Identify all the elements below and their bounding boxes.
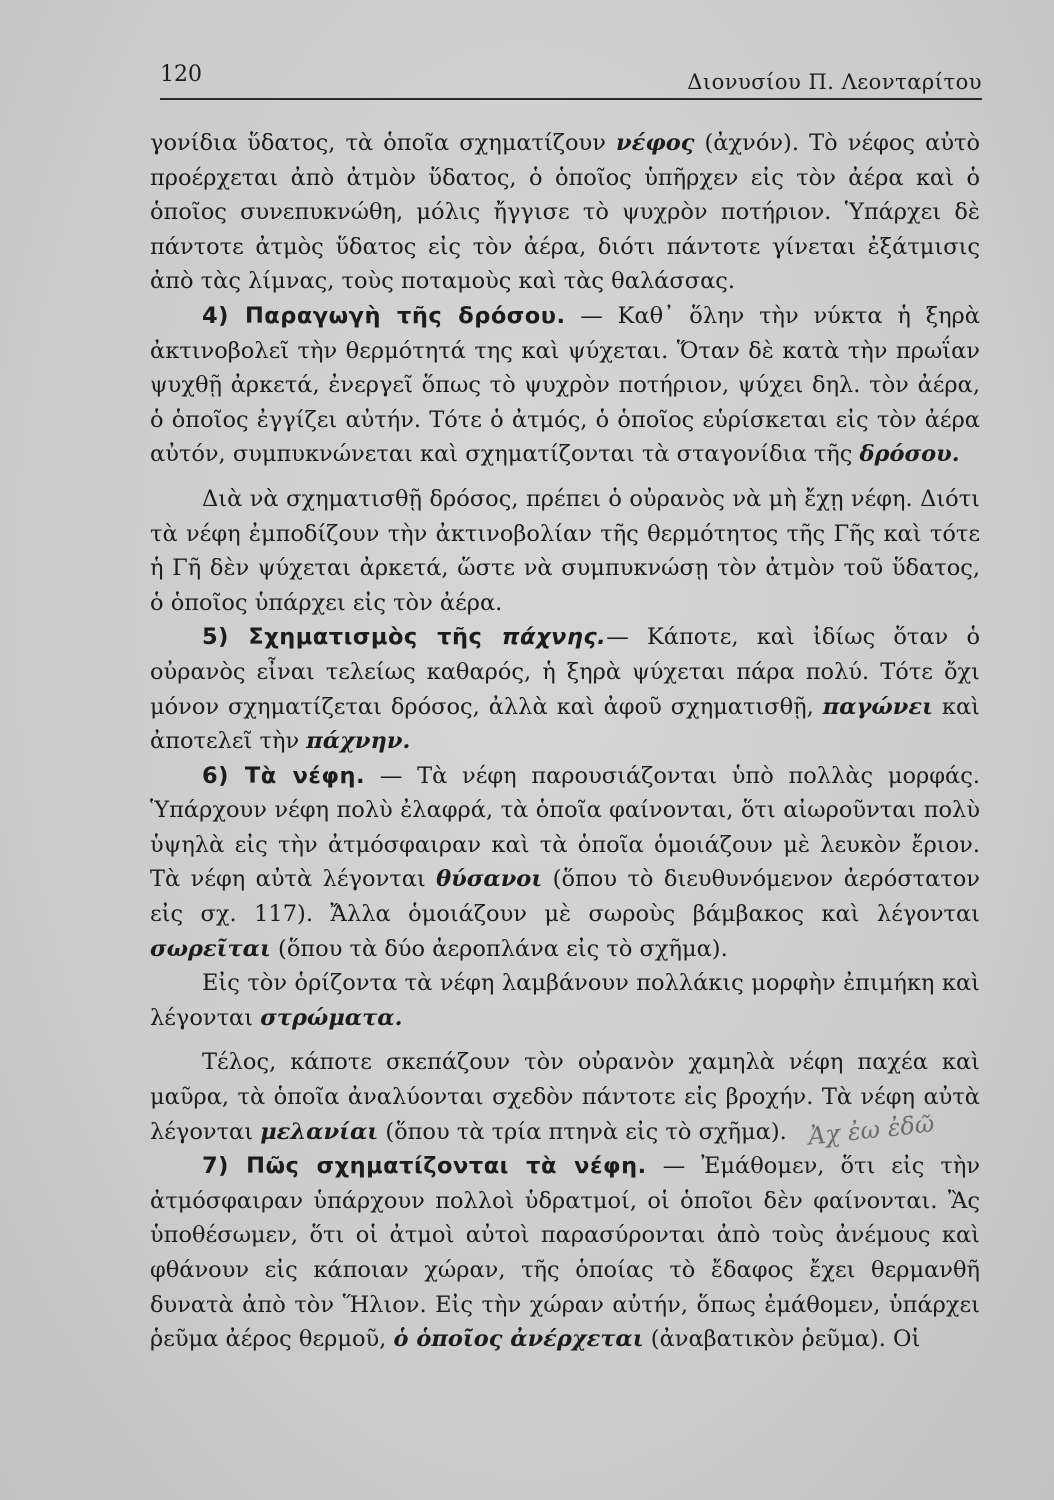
term-soreitai: σωρεῖται bbox=[150, 935, 271, 962]
term-pachnin: πάχνην. bbox=[306, 728, 411, 755]
term-pagonei: παγώνει bbox=[822, 693, 933, 720]
term-nefos: νέφος bbox=[616, 130, 695, 156]
section-heading-7: 7) Πῶς σχηματίζονται τὰ νέφη. bbox=[202, 1153, 647, 1180]
running-head: Διονυσίου Π. Λεονταρίτου bbox=[687, 70, 982, 94]
section-heading-5: 5) Σχηματισμὸς τῆς πάχνης. bbox=[202, 624, 607, 651]
paragraph-section-4: 4) Παραγωγὴ τῆς δρόσου. — Καθ᾽ ὅλην τὴν νύκτα ἡ ξηρὰ ἀκτινοβολεῖ τὴν θερμότητά της καὶ ψύχεται. Ὅταν δὲ κατὰ τὴν πρωΐαν ψυχθῇ ἀρκετά, ἐνεργεῖ ὅπως τὸ ψυχρὸν ποτήριον, ψύχει δηλ. τὸν ἀέρα, ὁ ὁποῖος ἐγγίζει αὐτήν. Τότε ὁ ἀτμός, ὁ ὁποῖος εὑρίσκεται εἰς τὸν ἀέρα αὐτόν, συμπυκνώνεται καὶ σχηματίζονται τὰ σταγονίδια τῆς δρόσου. bbox=[150, 302, 980, 468]
paragraph-section-5: 5) Σχηματισμὸς τῆς πάχνης.— Κάποτε, καὶ ἰδίως ὅταν ὁ οὐρανὸς εἶναι τελείως καθαρός, ἡ ξηρὰ ψύχεται πάρα πολύ. Τότε ὄχι μόνον σχηματίζεται δρόσος, ἀλλὰ καὶ ἀφοῦ σχηματισθῇ, παγώνει καὶ ἀποτελεῖ τὴν πάχνην. bbox=[150, 624, 980, 755]
paragraph-dew-intro: γονίδια ὕδατος, τὰ ὁποῖα σχηματίζουν νέφος (ἀχνόν). Τὸ νέφος αὐτὸ προέρχεται ἀπὸ ἀτμὸν ὕδατος, ὁ ὁποῖος ὑπῆρχεν εἰς τὸν ἀέρα καὶ ὁ ὁποῖος συνεπυκνώθη, μόλις ἤγγισε τὸ ψυχρὸν ποτήριον. Ὑπάρχει δὲ πάντοτε ἀτμὸς ὕδατος εἰς τὸν ἀέρα, διότι πάντοτε γίνεται ἐξάτμισις ἀπὸ τὰς λίμνας, τοὺς ποταμοὺς καὶ τὰς θαλάσσας. bbox=[150, 130, 980, 295]
body-text bbox=[150, 126, 980, 1357]
paragraph-section-6: 6) Τὰ νέφη. — Τὰ νέφη παρουσιάζονται ὑπὸ πολλὰς μορφάς. Ὑπάρχουν νέφη πολὺ ἐλαφρά, τὰ ὁποῖα φαίνονται, ὅτι αἰωροῦνται πολὺ ὑψηλὰ εἰς τὴν ἀτμόσφαιραν καὶ τὰ ὁποῖα ὁμοιάζουν μὲ λευκὸν ἔριον. Τὰ νέφη αὐτὰ λέγονται θύσανοι (ὅπου τὸ διευθυνόμενον ἀερόστατον εἰς σχ. 117). Ἄλλα ὁμοιάζουν μὲ σωροὺς βάμβακος καὶ λέγονται σωρεῖται (ὅπου τὰ δύο ἀεροπλάνα εἰς τὸ σχῆμα). bbox=[150, 762, 980, 962]
section-heading-4: 4) Παραγωγὴ τῆς δρόσου. bbox=[202, 302, 566, 329]
term-drosou: δρόσου. bbox=[859, 441, 960, 468]
term-stromata: στρώματα. bbox=[260, 1004, 403, 1031]
page-number: 120 bbox=[160, 62, 202, 87]
paragraph-section-7: 7) Πῶς σχηματίζονται τὰ νέφη. — Ἐμάθομεν, ὅτι εἰς τὴν ἀτμόσφαιραν ὑπάρχουν πολλοὶ ὑδρατμοί, οἱ ὁποῖοι δὲν φαίνονται. Ἂς ὑποθέσωμεν, ὅτι οἱ ἀτμοὶ αὐτοὶ παρασύρονται ἀπὸ τοὺς ἀνέμους καὶ φθάνουν εἰς κάποιαν χώραν, τῆς ὁποίας τὸ ἔδαφος ἔχει θερμανθῆ δυνατὰ ἀπὸ τὸν Ἥλιον. Εἰς τὴν χώραν αὐτήν, ὅπως ἐμάθομεν, ὑπάρχει ῥεῦμα ἀέρος θερμοῦ, ὁ ὁποῖος ἀνέρχεται (ἀναβατικὸν ῥεῦμα). Οἱ bbox=[150, 1153, 980, 1353]
page-header bbox=[160, 58, 982, 100]
paragraph-dew-conditions: Διὰ νὰ σχηματισθῇ δρόσος, πρέπει ὁ οὐρανὸς νὰ μὴ ἔχῃ νέφη. Διότι τὰ νέφη ἐμποδίζουν τὴν ἀκτινοβολίαν τῆς θερμότητος τῆς Γῆς καὶ τότε ἡ Γῆ δὲν ψύχεται ἀρκετά, ὥστε νὰ συμπυκνώσῃ τὸν ἀτμὸν τοῦ ὕδατος, ὁ ὁποῖος ὑπάρχει εἰς τὸν ἀέρα. bbox=[150, 485, 980, 616]
paragraph-melaniai: Τέλος, κάποτε σκεπάζουν τὸν οὐρανὸν χαμηλὰ νέφη παχέα καὶ μαῦρα, τὰ ὁποῖα ἀναλύονται σχεδὸν πάντοτε εἰς βροχήν. Τὰ νέφη αὐτὰ λέγονται μελανίαι (ὅπου τὰ τρία πτηνὰ εἰς τὸ σχῆμα). bbox=[150, 1049, 980, 1145]
term-thysanoi: θύσανοι bbox=[436, 866, 543, 893]
paragraph-stromata: Εἰς τὸν ὁρίζοντα τὰ νέφη λαμβάνουν πολλάκις μορφὴν ἐπιμήκη καὶ λέγονται στρώματα. bbox=[150, 970, 980, 1031]
term-anerchetai: ὁ ὁποῖος ἀνέρχεται bbox=[393, 1326, 644, 1353]
section-heading-6: 6) Τὰ νέφη. bbox=[202, 762, 366, 789]
handwritten-annotation: Ἀχ ἐω ἐδῶ bbox=[806, 1109, 936, 1151]
term-melaniai: μελανίαι bbox=[260, 1118, 379, 1145]
